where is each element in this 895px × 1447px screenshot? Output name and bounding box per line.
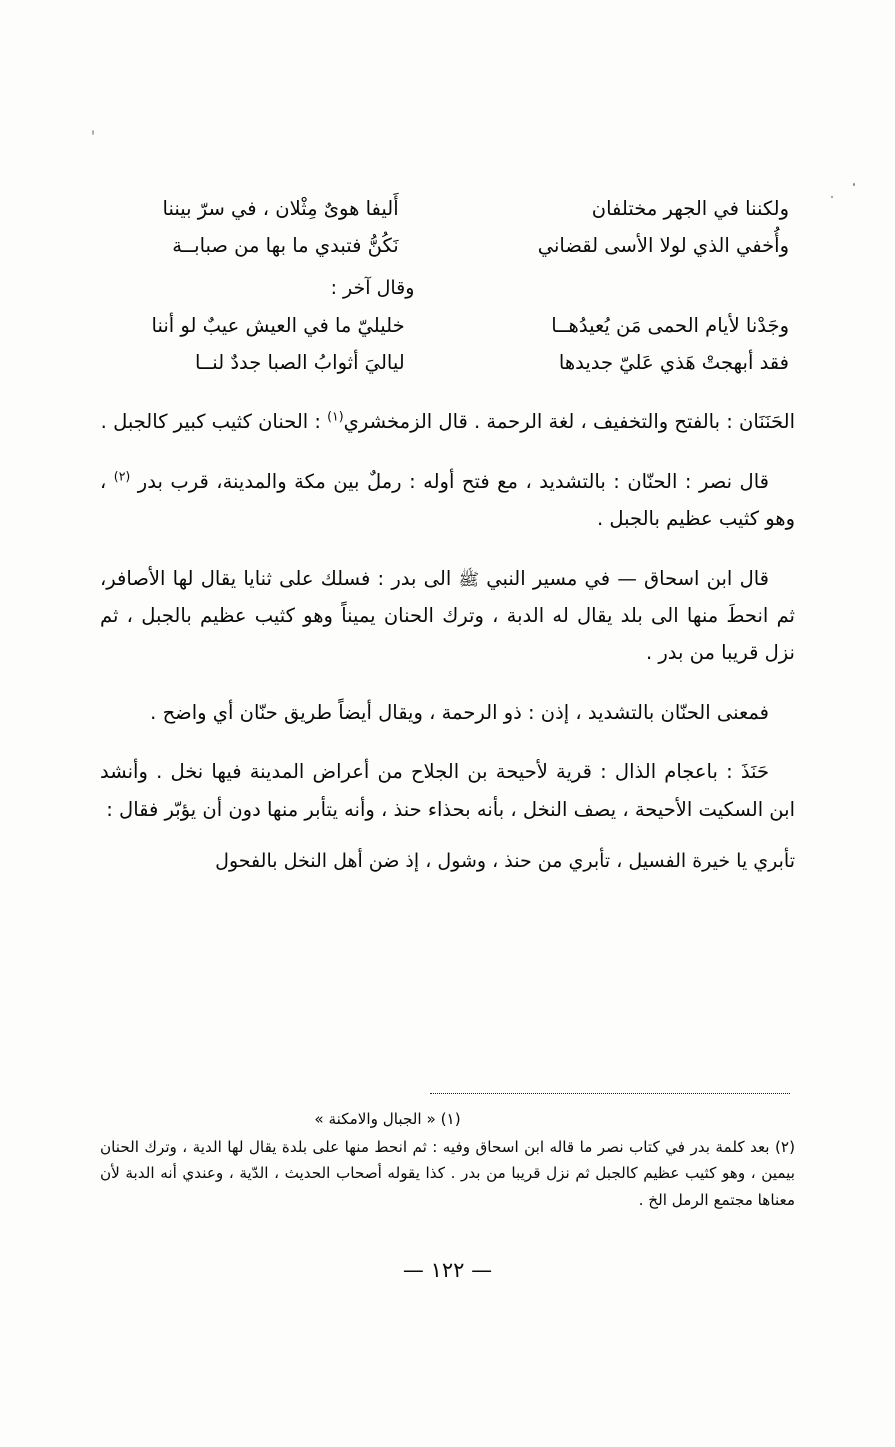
footnote-2-marker: (٢) — [774, 1137, 796, 1156]
quoted-verse-tapri: تأبري يا خيرة الفسيل ، تأبري من حنذ ، وشول ، إذ ضن أهل النخل بالفحول — [215, 850, 795, 873]
hemistich-second: فقد أبهجتْ هَذي عَليّ جديدها — [558, 350, 789, 374]
paragraph-qala-nasr — [100, 463, 795, 538]
poem-first — [100, 196, 795, 271]
footnotes-section — [100, 1106, 795, 1214]
paragraph-text-tail: ، وهو كثيب عظيم بالجبل . — [100, 469, 795, 531]
hemistich-second: ولكننا في الجهر مختلفان — [591, 197, 789, 220]
page-number: — ١٢٢ — — [402, 1258, 493, 1282]
paragraph-text-tail: الى بدر : فسلك على ثنايا يقال لها الأصافر، ثم انحطَ منها الى بلد يقال له الدبة ، وترك الحنان يميناً وهو كثيب عظيم بالجبل ، ثم نزل قريبا من بدر . — [100, 566, 795, 665]
footnote-marker-2[interactable]: (٢) — [113, 468, 131, 484]
footnote-1-marker: (١) — [440, 1110, 461, 1128]
footnote-separator — [430, 1093, 790, 1094]
hemistich-first: خليليّ ما في العيش عيبٌ لو أننا — [151, 313, 405, 337]
paragraph-hananan-entry — [100, 403, 795, 440]
poem-second — [100, 313, 795, 388]
poem-line — [100, 313, 795, 350]
poem-line — [100, 233, 795, 270]
scan-speck — [831, 196, 833, 198]
scan-speck — [853, 183, 855, 186]
footnote-marker-1[interactable]: (١) — [327, 408, 344, 424]
footnote-2 — [100, 1134, 795, 1214]
hemistich-first: نَكُنُّ فتبدي ما بها من صبابــة — [172, 234, 399, 258]
poem-line — [100, 350, 795, 387]
paragraph-hanadha-entry: حَنَذَ : باعجام الذال : قرية لأحيحة بن الجلاح من أعراض المدينة فيها نخل . وأنشد ابن السكيت الأحيحة ، يصف النخل ، بأنه بحذاء حنذ ، وأنه يتأبر منها دون أن يؤبّر فقال : — [100, 760, 795, 821]
sallallahu-alayhi-wasallam-glyph: ﷺ — [458, 569, 480, 590]
paragraph-text: قال نصر : الحنّان : بالتشديد ، مع فتح أوله : رملٌ بين مكة والمدينة، قرب بدر — [130, 469, 769, 493]
hemistich-second: وجَدْنا لأيام الحمى مَن يُعيدُهــا — [551, 313, 789, 337]
poem-line — [100, 196, 795, 233]
hemistich-first: أَليفا هوىٌ مِثْلان ، في سرّ بيننا — [162, 197, 399, 220]
paragraph-text-tail: : الحنان كثيب كبير كالجبل . — [100, 410, 328, 434]
hemistich-second: وأُخفي الذي لولا الأسى لقضاني — [537, 234, 789, 258]
paragraph-fama-na: فمعنى الحنّان بالتشديد ، إذن : ذو الرحمة ، ويقال أيضاً طريق حنّان أي واضح . — [150, 700, 769, 724]
said-another-line: وقال آخر : — [330, 276, 415, 299]
footnote-1-text: « الجبال والامكنة » — [314, 1110, 436, 1128]
scan-speck — [92, 130, 94, 135]
footnote-2-text: بعد كلمة بدر في كتاب نصر ما قاله ابن اسحاق وفيه : ثم انحط منها على بلدة يقال لها الدية ، وترك الحنان بيمين ، وهو كثيب عظيم كالجبل ثم نزل قريبا من بدر . كذا يقوله أصحاب الحديث ، الدّية ، وعندي أنه الدبة لأن معناها مجتمع الرمل الخ . — [100, 1137, 795, 1209]
page-body — [100, 196, 795, 872]
paragraph-text: قال ابن اسحاق — في مسير النبي — [479, 566, 769, 590]
hemistich-first: لياليَ أثوابُ الصبا جددٌ لنــا — [194, 350, 405, 374]
footnote-1 — [100, 1106, 795, 1133]
paragraph-text: الحَنَنَان : بالفتح والتخفيف ، لغة الرحمة . قال الزمخشري — [343, 410, 795, 434]
paragraph-ibn-ishaq — [100, 560, 795, 672]
